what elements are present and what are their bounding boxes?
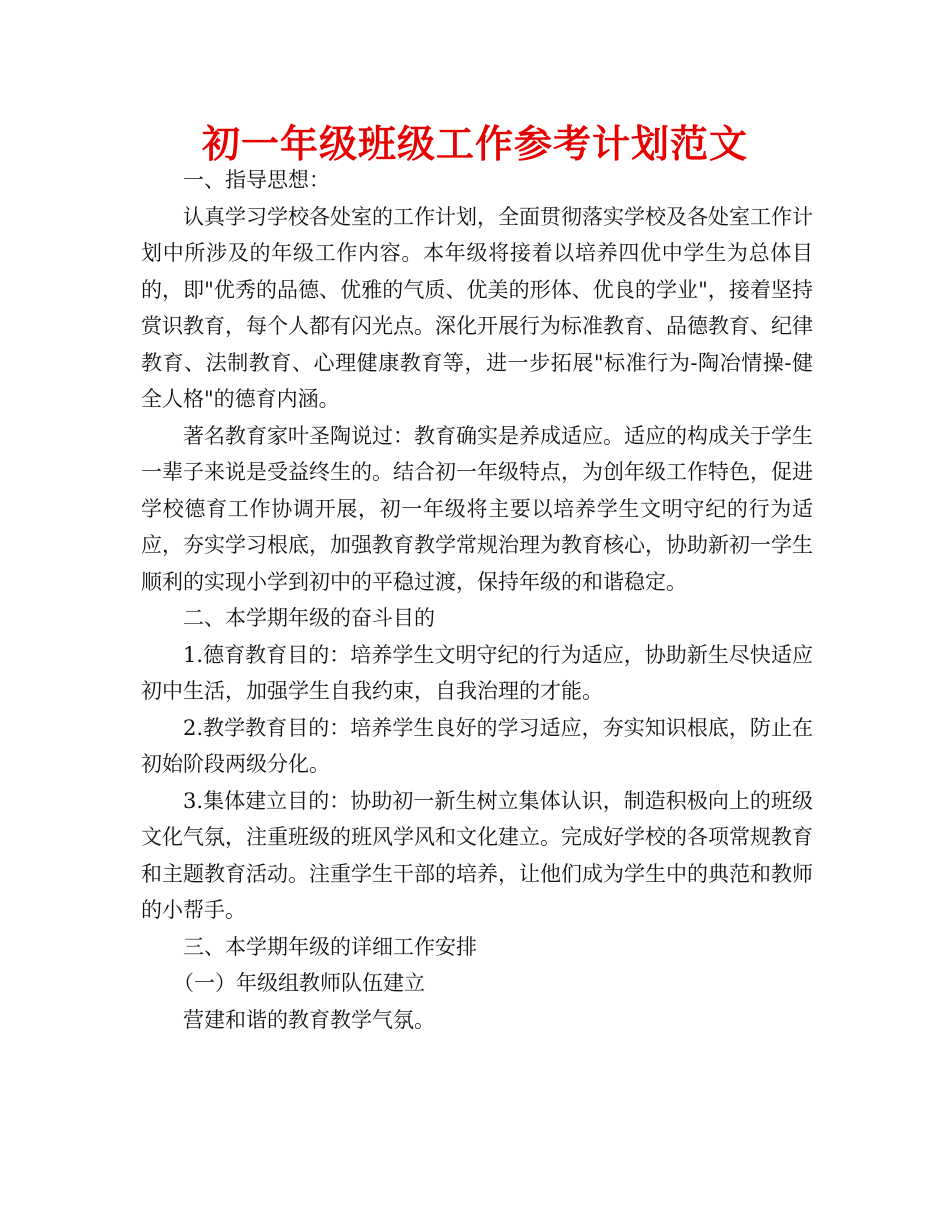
paragraph: 著名教育家叶圣陶说过：教育确实是养成适应。适应的构成关于学生一辈子来说是受益终生的。结合初一年级特点，为创年级工作特色，促进学校德育工作协调开展，初一年级将主要以培养学生文明守纪的行为适应，夯实学习根底，加强教育教学常规治理为教育核心，协助新初一学生顺利的实现小学到初中的平稳过渡，保持年级的和谐稳定。 [141, 423, 813, 594]
paragraph: 营建和谐的教育教学气氛。 [183, 1007, 435, 1032]
goal-item-collective: 3.集体建立目的：协助初一新生树立集体认识，制造积极向上的班级文化气氛，注重班级的班风学风和文化建立。完成好学校的各项常规教育和主题教育活动。注重学生干部的培养，让他们成为学生中的典范和教师的小帮手。 [141, 788, 813, 922]
heading-guiding-thought: 一、指导思想： [183, 168, 330, 192]
subheading-teacher-team: （一）年级组教师队伍建立 [173, 971, 425, 995]
goal-item-teaching: 2.教学教育目的：培养学生良好的学习适应，夯实知识根底，防止在初始阶段两级分化。 [141, 715, 813, 776]
document-title: 初一年级班级工作参考计划范文 [201, 122, 748, 166]
paragraph: 认真学习学校各处室的工作计划，全面贯彻落实学校及各处室工作计划中所涉及的年级工作内容。本年级将接着以培养四优中学生为总体目的，即"优秀的品德、优雅的气质、优美的形体、优良的学业"，接着坚持赏识教育，每个人都有闪光点。深化开展行为标准教育、品德教育、纪律教育、法制教育、心理健康教育等，进一步拓展"标准行为-陶冶情操-健全人格"的德育内涵。 [141, 204, 813, 411]
heading-work-arrangement: 三、本学期年级的详细工作安排 [183, 934, 477, 959]
document-body [141, 162, 813, 1038]
heading-semester-goals: 二、本学期年级的奋斗目的 [183, 606, 435, 630]
goal-item-moral: 1.德育教育目的：培养学生文明守纪的行为适应，协助新生尽快适应初中生活，加强学生自我约束，自我治理的才能。 [141, 642, 813, 703]
